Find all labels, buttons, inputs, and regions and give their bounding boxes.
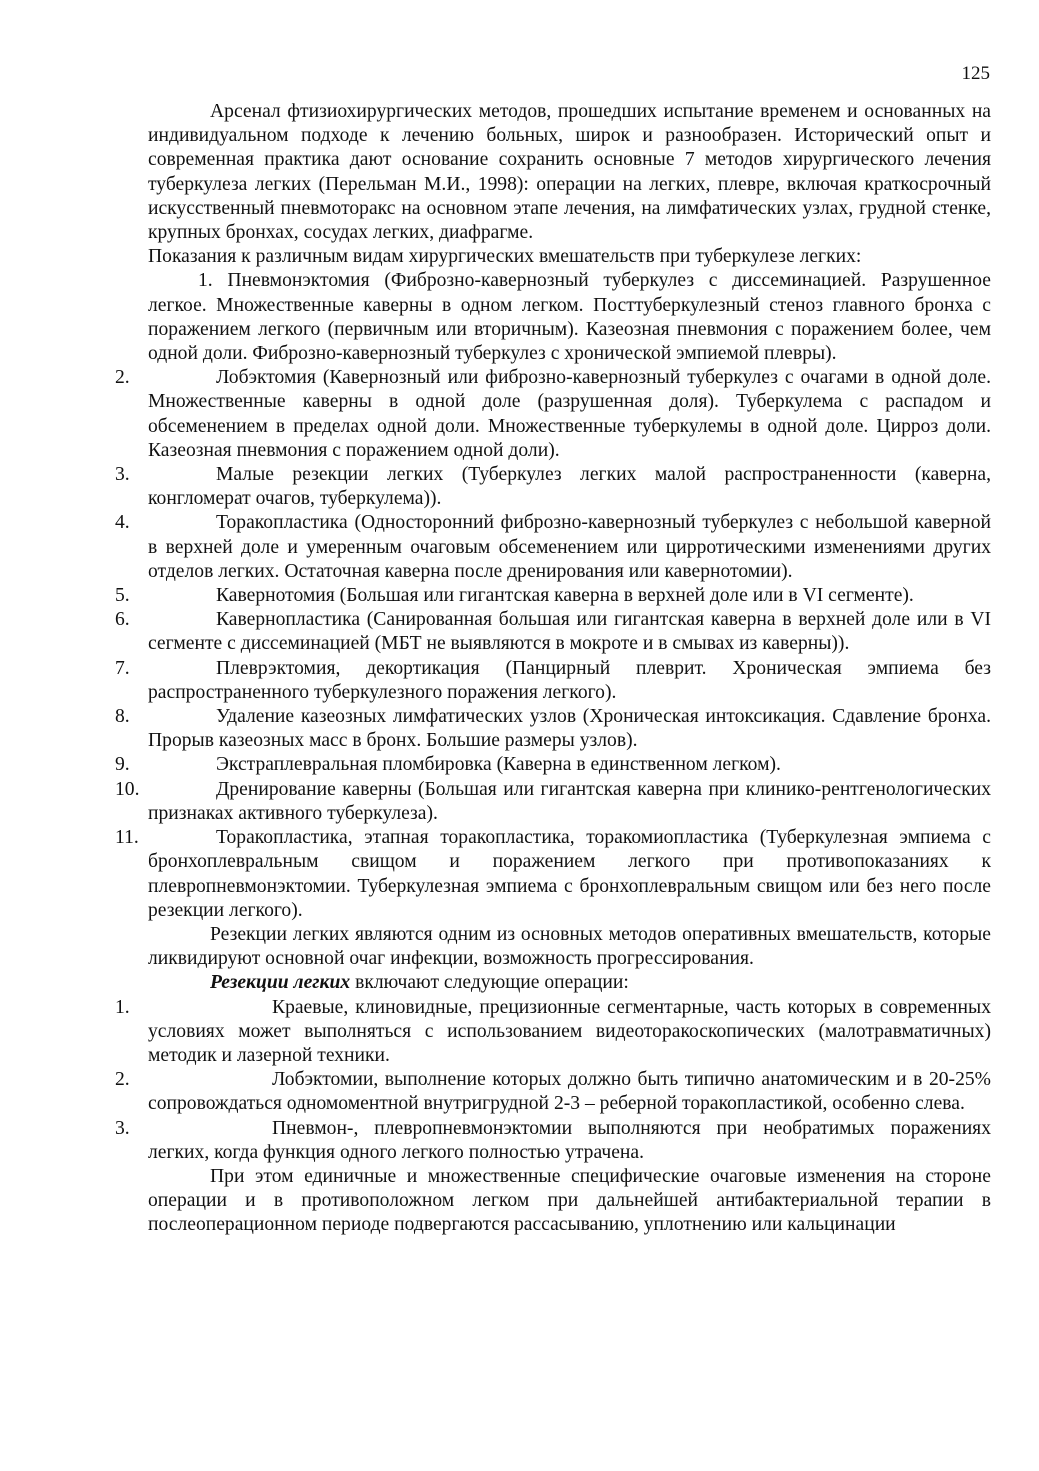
intro-paragraph: Арсенал фтизиохирургических методов, прошедших испытание временем и основанных на индивидуальном подходе к лечению больных, широк и разнообразен. Исторический опыт и современная практика дают основание сохранить основные 7 методов хирургического лечения туберкулеза легких (Перельман М.И., 1998): операции на легких, плевре, включая краткосрочный искусственный пневмоторакс на основном этапе лечения, на лимфатических узлах, грудной стенке, крупных бронхах, сосудах легких, диафрагме. (148, 101, 991, 244)
resections-heading-bold: Резекции легких (210, 972, 351, 994)
list-text: Торакопластика (Односторонний фиброзно-кавернозный туберкулез с небольшой каверной в верхней доле и умеренным очаговым обсеменением или цирротическими изменениями других отделов легких. Остаточная каверна после дренирования или кавернотомии). (148, 512, 991, 582)
list-text: Лобэктомия (Кавернозный или фиброзно-кавернозный туберкулез с очагами в одной доле. Множественные каверны в одной доле (разрушенная доля). Туберкулема с распадом и обсеменением в пределах одной доли. Множественные туберкулемы в одной доле. Цирроз доли. Казеозная пневмония с поражением одной доли). (148, 367, 991, 461)
list-text: Удаление казеозных лимфатических узлов (Хроническая интоксикация. Сдавление бронха. Прорыв казеозных масс в бронх. Большие размеры узлов). (148, 706, 991, 752)
list-text: Экстраплевральная пломбировка (Каверна в единственном легком). (216, 754, 781, 776)
list-number: 5. (115, 585, 130, 607)
list-text: Малые резекции легких (Туберкулез легких малой распространенности (каверна, конгломерат очагов, туберкулема)). (148, 464, 991, 510)
list-text: Торакопластика, этапная торакопластика, торакомиопластика (Туберкулезная эмпиема с бронхоплевральным свищом и поражением легкого при противопоказаниях к плевропневмонэктомии. Туберкулезная эмпиема с бронхоплевральным свищом или без него после резекции легкого). (148, 827, 991, 921)
list-text: Кавернопластика (Санированная большая или гигантская каверна в верхней доле или в VI сегменте с диссеминацией (МБТ не выявляются в мокроте и в смывах из каверны)). (148, 609, 991, 655)
indication-item-8 (115, 705, 991, 753)
indication-item-4 (115, 511, 991, 584)
indication-item-6 (115, 608, 991, 656)
final-paragraph: При этом единичные и множественные специфические очаговые изменения на стороне операции и в противоположном легком при дальнейшей антибактериальной терапии в послеоперационном периоде подвергаются рассасыванию, уплотнению или кальцинации (148, 1165, 991, 1236)
list-number: 10. (115, 778, 140, 800)
list-text: Плеврэктомия, декортикация (Панцирный плеврит. Хроническая эмпиема без распространенного туберкулезного поражения легкого). (148, 657, 991, 703)
indication-item-5 (115, 584, 991, 608)
list-text: Пневмонэктомия (Фиброзно-кавернозный туберкулез с диссеминацией. Разрушенное легкое. Множественные каверны в одном легком. Посттуберкулезный стеноз главного бронха с поражением легкого (первичным или вторичным). Казеозная пневмония с поражением более, чем одной доли. Фиброзно-кавернозный туберкулез с хронической эмпиемой плевры). (148, 270, 991, 365)
list-number: 2. (115, 367, 130, 389)
indication-item-11 (115, 826, 991, 923)
indication-item-2 (115, 366, 991, 463)
list-number: 6. (115, 609, 130, 631)
resection-item-3 (115, 1117, 991, 1165)
list-number: 3. (115, 1117, 130, 1139)
list-text: Краевые, клиновидные, прецизионные сегментарные, часть которых в современных условиях может выполняться с использованием видеоторакоскопических (малотравматичных) методик и лазерной техники. (148, 996, 991, 1066)
indication-item-3 (115, 463, 991, 511)
indication-item-9 (115, 753, 991, 777)
resection-item-2 (115, 1068, 991, 1116)
indications-heading: Показания к различным видам хирургических вмешательств при туберкулезе легких: (148, 246, 862, 268)
list-text: Лобэктомии, выполнение которых должно быть типично анатомическим и в 20-25% сопровождаться одномоментной внутригрудной 2-3 – реберной торакопластикой, особенно слева. (148, 1069, 991, 1115)
list-text: Пневмон-, плевропневмонэктомии выполняются при необратимых поражениях легких, когда функция одного легкого полностью утрачена. (148, 1117, 991, 1163)
resections-heading-rest: включают следующие операции: (350, 972, 629, 994)
indication-item-1 (148, 269, 991, 366)
list-number: 8. (115, 706, 130, 728)
list-number: 9. (115, 754, 130, 776)
resections-heading (148, 971, 991, 995)
indication-item-10 (115, 778, 991, 826)
list-text: Кавернотомия (Большая или гигантская каверна в верхней доле или в VI сегменте). (216, 585, 914, 607)
document-body (115, 100, 991, 1238)
list-number: 3. (115, 464, 130, 486)
list-number: 1. (198, 270, 213, 292)
list-number: 4. (115, 512, 130, 534)
list-text: Дренирование каверны (Большая или гигантская каверна при клинико-рентгенологических признаках активного туберкулеза). (148, 778, 991, 824)
resection-item-1 (115, 996, 991, 1069)
indication-item-7 (115, 657, 991, 705)
list-number: 7. (115, 657, 130, 679)
list-number: 2. (115, 1069, 130, 1091)
list-number: 11. (115, 827, 139, 849)
list-number: 1. (115, 996, 130, 1018)
resections-paragraph: Резекции легких являются одним из основных методов оперативных вмешательств, которые ликвидируют основной очаг инфекции, возможность прогрессирования. (148, 923, 991, 970)
page-number: 125 (961, 63, 990, 84)
